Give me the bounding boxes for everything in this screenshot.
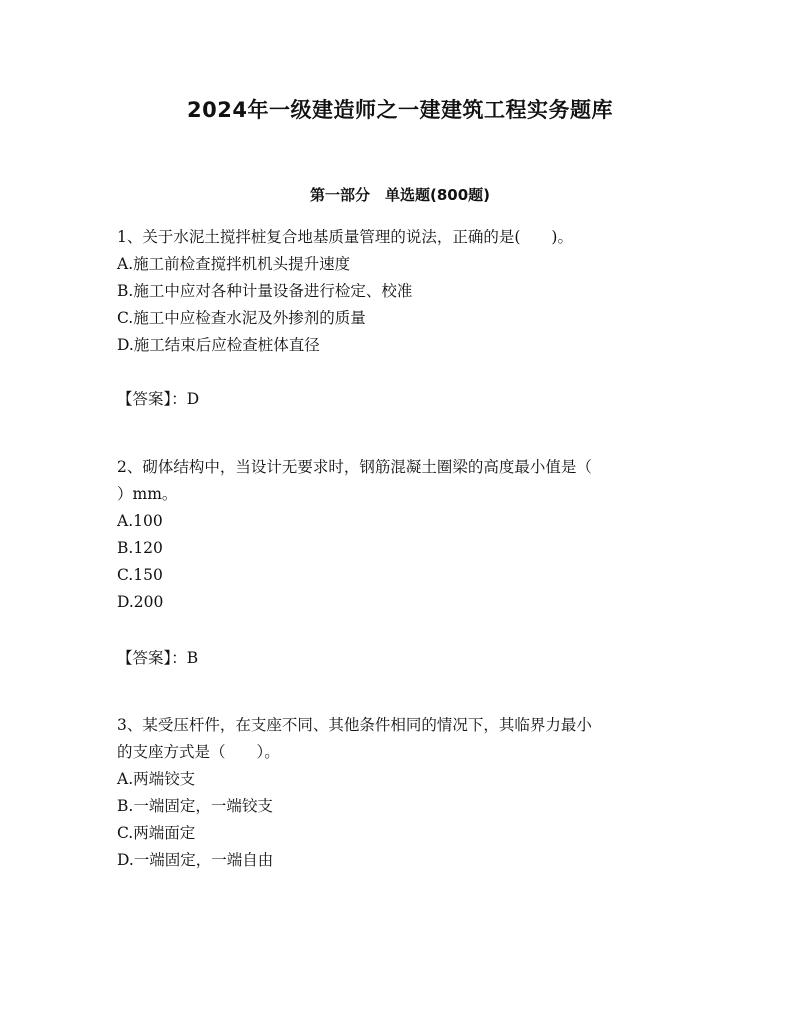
question-1-option-d: D.施工结束后应检查桩体直径	[117, 336, 320, 354]
question-1-answer: 【答案】：D	[117, 390, 200, 408]
question-2-option-d: D.200	[117, 593, 164, 611]
question-2-option-a: A.100	[117, 512, 163, 530]
document-title: 2024年一级建造师之一建建筑工程实务题库	[187, 98, 613, 122]
question-2-stem-line-1: 2、砌体结构中，当设计无要求时，钢筋混凝土圈梁的高度最小值是（	[117, 458, 592, 476]
section-title: 第一部分 单选题(800题)	[309, 186, 491, 204]
question-3-stem-line-2: 的支座方式是（ ）。	[117, 743, 280, 761]
question-3-option-a: A.两端铰支	[117, 770, 196, 788]
question-2-stem-line-2: ）mm。	[117, 485, 178, 503]
question-3-option-b: B.一端固定，一端铰支	[117, 797, 273, 815]
question-1-option-b: B.施工中应对各种计量设备进行检定、校准	[117, 282, 413, 300]
question-2-option-c: C.150	[117, 566, 163, 584]
question-3-stem-line-1: 3、某受压杆件，在支座不同、其他条件相同的情况下，其临界力最小	[117, 716, 592, 734]
question-2-option-b: B.120	[117, 539, 163, 557]
question-2-answer: 【答案】：B	[117, 649, 199, 667]
question-3-option-c: C.两端面定	[117, 824, 196, 842]
question-1-option-c: C.施工中应检查水泥及外掺剂的质量	[117, 309, 366, 327]
question-1-option-a: A.施工前检查搅拌机机头提升速度	[117, 255, 351, 273]
question-3-option-d: D.一端固定，一端自由	[117, 851, 274, 869]
question-1-stem: 1、关于水泥土搅拌桩复合地基质量管理的说法，正确的是( )。	[117, 228, 573, 246]
